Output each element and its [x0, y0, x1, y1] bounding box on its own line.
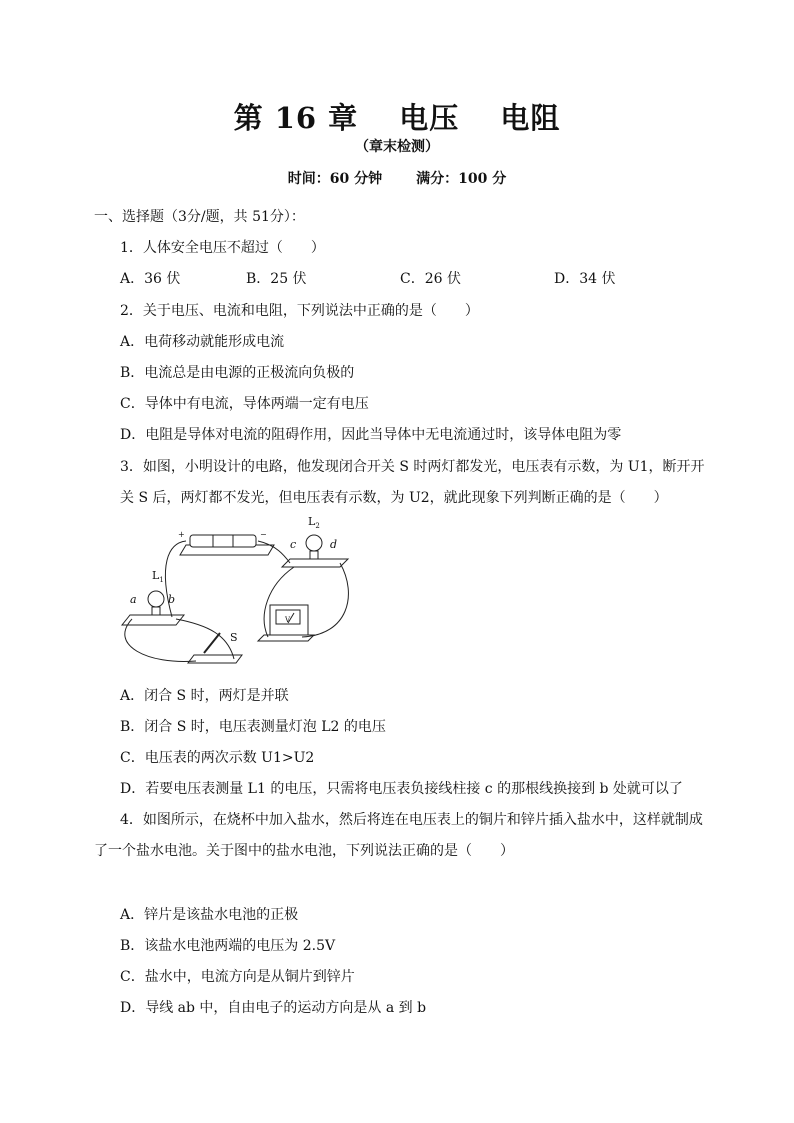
battery-icon: [190, 535, 256, 547]
q3-option-b: B．闭合 S 时，电压表测量灯泡 L2 的电压: [120, 719, 386, 735]
q1-option-d: D．34 伏: [554, 271, 616, 287]
q3-option-c: C．电压表的两次示数 U1>U2: [120, 750, 315, 766]
switch-lever-icon: [204, 633, 220, 653]
exam-meta: [0, 168, 794, 188]
label-c: c: [290, 538, 297, 551]
exam-time: 时间：60 分钟: [287, 171, 383, 187]
q2-stem: 2．关于电压、电流和电阻，下列说法中正确的是（ ）: [120, 303, 479, 319]
q3-option-a: A．闭合 S 时，两灯是并联: [120, 688, 289, 704]
label-a: a: [130, 593, 137, 606]
circuit-diagram: [118, 515, 358, 667]
q2-option-c: C．导体中有电流，导体两端一定有电压: [120, 396, 369, 412]
label-d: d: [330, 538, 338, 551]
exam-score: 满分：100 分: [416, 171, 507, 187]
section-heading: 一、选择题（3分/题，共 51分）：: [94, 209, 305, 225]
label-s: S: [230, 631, 238, 644]
q4-option-b: B．该盐水电池两端的电压为 2.5V: [120, 938, 336, 954]
lamp-l2-board: [282, 559, 348, 567]
q3-stem-line2: 关 S 后，两灯都不发光，但电压表有示数，为 U2，就此现象下列判断正确的是（ ）: [120, 490, 668, 506]
label-minus: −: [260, 530, 267, 539]
q3-option-d: D．若要电压表测量 L1 的电压，只需将电压表负接线柱接 c 的那根线换接到 b 处就可以了: [120, 781, 683, 797]
q1-option-b: B．25 伏: [246, 271, 307, 287]
label-v: V: [285, 616, 291, 624]
label-plus: +: [178, 530, 185, 539]
label-l1: $L_1$: [152, 569, 164, 584]
q2-option-a: A．电荷移动就能形成电流: [120, 334, 285, 350]
lamp-l2-icon: [306, 535, 322, 551]
q2-option-d: D．电阻是导体对电流的阻碍作用，因此当导体中无电流通过时，该导体电阻为零: [120, 427, 622, 443]
lamp-l1-icon: [148, 591, 164, 607]
label-l2: $L_2$: [308, 515, 320, 530]
page-subtitle: （章末检测）: [355, 139, 439, 155]
q1-option-a: A．36 伏: [120, 271, 181, 287]
label-b: b: [168, 593, 176, 606]
page-title: 第 16 章 电压 电阻: [233, 101, 561, 135]
q4-option-a: A．锌片是该盐水电池的正极: [120, 907, 299, 923]
q1-stem: 1．人体安全电压不超过（ ）: [120, 240, 325, 256]
q4-option-d: D．导线 ab 中，自由电子的运动方向是从 a 到 b: [120, 1000, 427, 1016]
q1-option-c: C．26 伏: [400, 271, 461, 287]
q4-option-c: C．盐水中，电流方向是从铜片到锌片: [120, 969, 355, 985]
q3-stem-line1: 3．如图，小明设计的电路，他发现闭合开关 S 时两灯都发光，电压表有示数，为 U1，断开开: [120, 459, 705, 475]
q2-option-b: B．电流总是由电源的正极流向负极的: [120, 365, 355, 381]
q4-stem-line1: 4．如图所示，在烧杯中加入盐水，然后将连在电压表上的铜片和锌片插入盐水中，这样就制成: [120, 812, 703, 828]
q4-stem-line2: 了一个盐水电池。关于图中的盐水电池，下列说法正确的是（ ）: [94, 843, 514, 859]
